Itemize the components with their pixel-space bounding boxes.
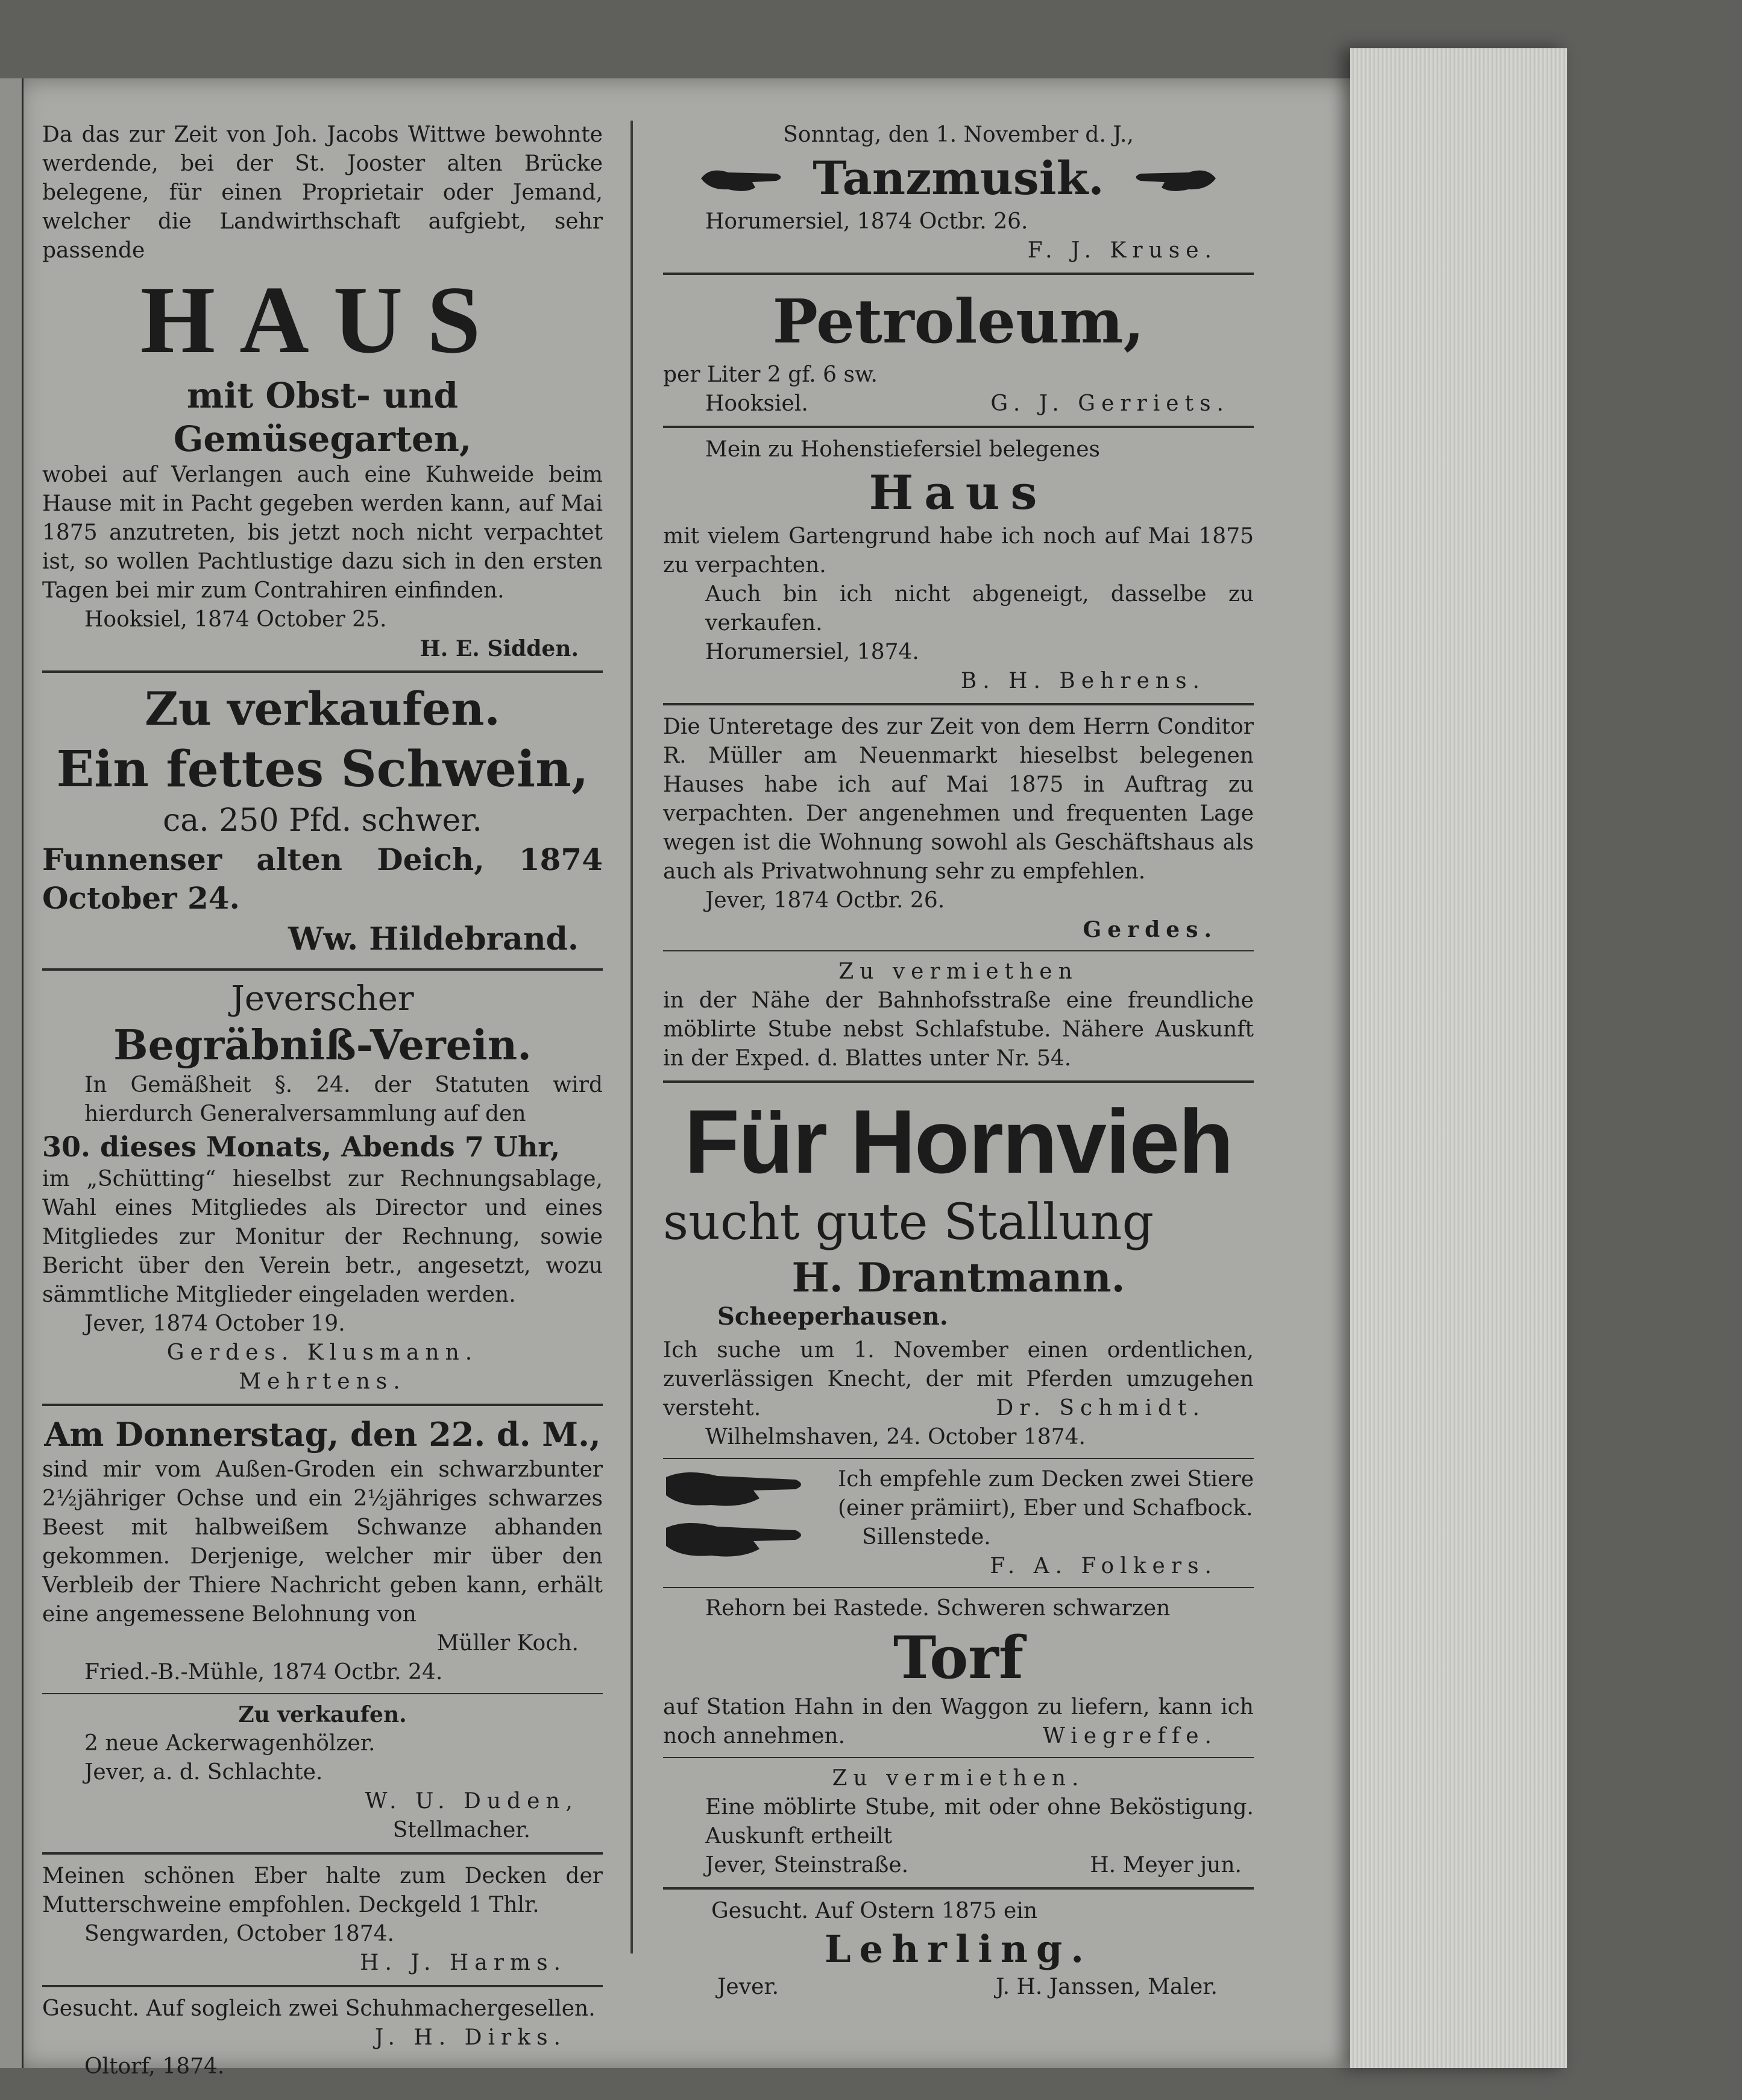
haus-intro: Da das zur Zeit von Joh. Jacobs Wittwe bewohnte werdende, bei der St. Jooster alten Brücke belegene, für einen Proprietair oder Jemand, welcher die Landwirthschaft aufgiebt, sehr passende bbox=[42, 122, 603, 263]
ochse-signature: Müller Koch. bbox=[436, 1631, 579, 1656]
ad-divider bbox=[663, 1587, 1254, 1588]
vermiethen1-body: in der Nähe der Bahnhofsstraße eine freundliche möblirte Stube nebst Schlafstube. Nähere Auskunft in der Exped. d. Blattes unter Nr. 54. bbox=[663, 988, 1254, 1071]
verein-meeting-time: 30. dieses Monats, Abends 7 Uhr, bbox=[42, 1130, 561, 1163]
petroleum-headline: Petroleum, bbox=[772, 286, 1145, 357]
torf-headline: Torf bbox=[893, 1624, 1024, 1692]
verein-headline-1: Jeverscher bbox=[231, 979, 414, 1018]
ad-divider bbox=[42, 968, 603, 971]
knecht-advertisement bbox=[663, 1336, 1254, 1452]
ochse-body: sind mir vom Außen-Groden ein schwarzbunter 2½jähriger Ochse und ein 2½jähriges schwarzes Beest mit halbweißem Schwanze abhanden gekommen. Derjenige, welcher mir über den Verbleib der Thiere Nachricht geben kann, erhält eine angemessene Belohnung von bbox=[42, 1457, 603, 1627]
schwein-headline-1: Zu verkaufen. bbox=[145, 682, 500, 736]
verein-body-2: im „Schütting“ hieselbst zur Rechnungsablage, Wahl eines Mitgliedes als Director und eines Mitgliedes zur Monitur der Rechnung, sowie Bericht über den Verein betr., angesetzt, wozu sämmtliche Mitglieder eingeladen werden. bbox=[42, 1167, 603, 1307]
torf-advertisement bbox=[663, 1594, 1254, 1751]
wagen-body: 2 neue Ackerwagenhölzer. bbox=[84, 1731, 376, 1756]
haus-body: wobei auf Verlangen auch eine Kuhweide beim Hause mit in Pacht gegeben werden kann, auf Mai 1875 anzutreten, bis jetzt noch nicht verpachtet ist, so wollen Pachtlustige dazu sich in den ersten Tagen bei mir zum Contrahiren einfinden. bbox=[42, 462, 603, 603]
verein-body-1: In Gemäßheit §. 24. der Statuten wird hierdurch Generalversammlung auf den bbox=[84, 1073, 603, 1126]
lehrling-advertisement bbox=[663, 1897, 1254, 2002]
haus-place-date: Hooksiel, 1874 October 25. bbox=[84, 607, 387, 632]
haus-advertisement bbox=[42, 121, 603, 663]
vermiethen2-body: Eine möblirte Stube, mit oder ohne Beköstigung. Auskunft ertheilt bbox=[705, 1795, 1254, 1849]
haus2-signature: B. H. Behrens. bbox=[960, 669, 1206, 693]
stiere-text bbox=[820, 1465, 1254, 1581]
eber-signature: H. J. Harms. bbox=[360, 1950, 567, 1975]
wagen-advertisement bbox=[42, 1700, 603, 1845]
vermiethen2-headline: Zu vermiethen. bbox=[832, 1766, 1085, 1791]
hornvieh-place: Scheeperhausen. bbox=[717, 1302, 948, 1331]
tanz-place-date: Horumersiel, 1874 Octbr. 26. bbox=[705, 209, 1028, 234]
ad-divider bbox=[663, 1757, 1254, 1758]
ad-divider bbox=[663, 1080, 1254, 1083]
unteretage-advertisement bbox=[663, 713, 1254, 944]
hornvieh-advertisement bbox=[663, 1090, 1254, 1331]
stiere-signature: F. A. Folkers. bbox=[990, 1554, 1218, 1578]
gesucht-advertisement bbox=[42, 1994, 603, 2081]
ochse-place-date: Fried.-B.-Mühle, 1874 Octbr. 24. bbox=[84, 1660, 443, 1685]
wagen-signature-1: W. U. Duden, bbox=[365, 1789, 579, 1814]
unteretage-body: Die Unteretage des zur Zeit von dem Herrn Conditor R. Müller am Neuenmarkt hieselbst belegenen Hauses habe ich auf Mai 1875 in Auftrag zu verpachten. Der angenehmen und frequenten Lage wegen ist die Wohnung sowohl als Geschäftshaus als auch als Privatwohnung sehr zu empfehlen. bbox=[663, 714, 1254, 884]
unteretage-place-date: Jever, 1874 Octbr. 26. bbox=[705, 888, 945, 913]
verein-place-date: Jever, 1874 October 19. bbox=[84, 1311, 345, 1336]
hornvieh-subhead: sucht gute Stallung bbox=[663, 1194, 1154, 1251]
haus2-intro: Mein zu Hohenstiefersiel belegenes bbox=[705, 437, 1100, 462]
wagen-headline: Zu verkaufen. bbox=[238, 1702, 407, 1727]
stiere-body: Ich empfehle zum Decken zwei Stiere (einer prämiirt), Eber und Schafbock. bbox=[838, 1467, 1254, 1521]
schwein-advertisement bbox=[42, 680, 603, 961]
left-page-edge bbox=[0, 78, 24, 2068]
eber-place-date: Sengwarden, October 1874. bbox=[84, 1922, 394, 1946]
haus2-headline: Haus bbox=[869, 465, 1048, 520]
pointing-hand-icon bbox=[663, 1465, 808, 1513]
stiere-advertisement bbox=[663, 1465, 1254, 1581]
column-divider bbox=[630, 121, 633, 1953]
haus2-body: mit vielem Gartengrund habe ich noch auf Mai 1875 zu verpachten. bbox=[663, 524, 1254, 578]
tanz-headline-row bbox=[663, 150, 1254, 207]
knecht-body: Ich suche um 1. November einen ordentlichen, zuverlässigen Knecht, der mit Pferden umzugehen versteht. bbox=[663, 1338, 1254, 1420]
haus2-advertisement bbox=[663, 435, 1254, 696]
haus2-body-2: Auch bin ich nicht abgeneigt, dasselbe zu verkaufen. bbox=[705, 582, 1254, 635]
stiere-hands bbox=[663, 1465, 820, 1581]
verein-signature-1: Gerdes. Klusmann. bbox=[166, 1340, 479, 1365]
schwein-place-date: Funnenser alten Deich, 1874 October 24. bbox=[42, 842, 603, 916]
torf-body: auf Station Hahn in den Waggon zu liefern, kann ich noch annehmen. bbox=[663, 1695, 1254, 1748]
hornvieh-headline: Für Hornvieh bbox=[684, 1091, 1233, 1192]
tanz-headline: Tanzmusik. bbox=[813, 151, 1104, 205]
lehrling-signature: J. H. Janssen, Maler. bbox=[995, 1975, 1218, 1999]
left-column bbox=[42, 121, 603, 2081]
eber-advertisement bbox=[42, 1862, 603, 1978]
petroleum-price: per Liter 2 gf. 6 sw. bbox=[663, 362, 878, 387]
right-column bbox=[663, 121, 1254, 2002]
gesucht-place-date: Oltorf, 1874. bbox=[84, 2054, 225, 2079]
tanz-advertisement bbox=[663, 121, 1254, 265]
knecht-signature: Dr. Schmidt. bbox=[996, 1396, 1206, 1420]
haus-subhead: mit Obst- und Gemüsegarten, bbox=[173, 375, 472, 459]
ad-divider bbox=[42, 1404, 603, 1406]
hornvieh-signature: H. Drantmann. bbox=[791, 1254, 1125, 1301]
ad-divider bbox=[42, 670, 603, 673]
lehrling-place: Jever. bbox=[717, 1975, 779, 1999]
torf-intro: Rehorn bei Rastede. Schweren schwarzen bbox=[705, 1596, 1171, 1621]
ochse-headline: Am Donnerstag, den 22. d. M., bbox=[44, 1415, 601, 1454]
schwein-weight: ca. 250 Pfd. schwer. bbox=[163, 802, 482, 839]
lehrling-footer bbox=[663, 1973, 1254, 2002]
ad-divider bbox=[42, 1852, 603, 1855]
gesucht-signature: J. H. Dirks. bbox=[374, 2025, 567, 2050]
wagen-signature-2: Stellmacher. bbox=[392, 1818, 530, 1843]
gesucht-body: Gesucht. Auf sogleich zwei Schuhmachergesellen. bbox=[42, 1996, 596, 2021]
lehrling-headline: Lehrling. bbox=[825, 1927, 1092, 1971]
book-page-edges bbox=[1350, 48, 1567, 2068]
ochse-advertisement bbox=[42, 1413, 603, 1687]
stiere-place: Sillenstede. bbox=[862, 1525, 991, 1550]
vermiethen2-advertisement bbox=[663, 1764, 1254, 1880]
verein-advertisement bbox=[42, 978, 603, 1396]
haus2-place-date: Horumersiel, 1874. bbox=[705, 640, 919, 664]
tanz-date: Sonntag, den 1. November d. J., bbox=[783, 122, 1134, 147]
ad-divider bbox=[663, 273, 1254, 275]
knecht-place-date: Wilhelmshaven, 24. October 1874. bbox=[705, 1425, 1086, 1449]
unteretage-signature: Gerdes. bbox=[1083, 917, 1218, 942]
ad-divider bbox=[663, 1458, 1254, 1459]
petroleum-advertisement bbox=[663, 282, 1254, 418]
vermiethen2-signature: H. Meyer jun. bbox=[1090, 1853, 1242, 1878]
tanz-signature: F. J. Kruse. bbox=[1027, 238, 1218, 263]
ad-divider bbox=[42, 1693, 603, 1694]
pointing-hand-left-icon bbox=[1128, 160, 1219, 197]
eber-body: Meinen schönen Eber halte zum Decken der Mutterschweine empfohlen. Deckgeld 1 Thlr. bbox=[42, 1864, 603, 1917]
wagen-place: Jever, a. d. Schlachte. bbox=[84, 1760, 323, 1785]
vermiethen2-footer bbox=[663, 1851, 1254, 1880]
lehrling-intro: Gesucht. Auf Ostern 1875 ein bbox=[711, 1899, 1038, 1923]
ad-divider bbox=[663, 426, 1254, 428]
ad-divider bbox=[663, 703, 1254, 705]
haus-headline: HAUS bbox=[140, 266, 505, 373]
haus-signature: H. E. Sidden. bbox=[420, 636, 579, 661]
torf-signature: Wiegreffe. bbox=[1042, 1724, 1218, 1748]
pointing-hand-icon bbox=[663, 1516, 808, 1564]
verein-signature-2: Mehrtens. bbox=[239, 1369, 406, 1394]
verein-headline-2: Begräbniß-Verein. bbox=[113, 1021, 532, 1070]
vermiethen2-place: Jever, Steinstraße. bbox=[705, 1853, 909, 1878]
schwein-signature: Ww. Hildebrand. bbox=[288, 921, 579, 957]
petroleum-signature: G. J. Gerriets. bbox=[990, 391, 1230, 416]
petroleum-footer bbox=[663, 389, 1254, 418]
petroleum-place: Hooksiel. bbox=[705, 391, 808, 416]
schwein-headline-2: Ein fettes Schwein, bbox=[56, 740, 589, 798]
pointing-hand-right-icon bbox=[698, 160, 788, 197]
ad-divider bbox=[663, 1887, 1254, 1890]
vermiethen1-headline: Zu vermiethen bbox=[838, 959, 1078, 984]
ad-divider bbox=[663, 950, 1254, 951]
vermiethen1-advertisement bbox=[663, 957, 1254, 1073]
ad-divider bbox=[42, 1985, 603, 1987]
